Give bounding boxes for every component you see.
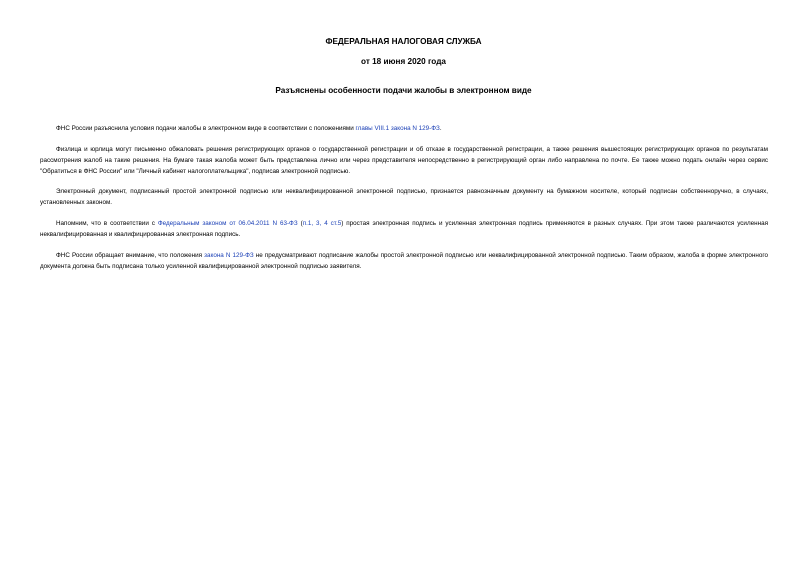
- paragraph-5-text-end: не предусматривают подписание жалобы простой электронной подписью или неквалифицированной электронной подписью. Таким образом, жалоба в форме электронного документа должна быть подписана только усиленной квалифицированной электронной подписью заявителя.: [40, 252, 768, 271]
- paragraph-4-paren: (: [297, 220, 303, 227]
- agency-heading: ФЕДЕРАЛЬНАЯ НАЛОГОВАЯ СЛУЖБА: [325, 37, 482, 46]
- federal-law-63-link[interactable]: Федеральным законом от 06.04.2011 N 63-ФЗ: [157, 220, 298, 227]
- paragraph-1: [40, 123, 768, 134]
- paragraph-2: Физлица и юрлица могут письменно обжаловать решения регистрирующих органов о государственной регистрации и об отказе в государственной регистрации, а также решения вышестоящих регистрирующих органов по результатам рассмотрения жалоб на такие решения. На бумаге такая жалоба может быть представлена лично или через представителя непосредственно в регистрирующий орган либо направлена по почте. Ее также можно подать онлайн через сервис "Обратиться в ФНС России" или "Личный кабинет налогоплательщика", подписав электронной подписью.: [40, 146, 768, 176]
- paragraph-5-text: ФНС России обращает внимание, что положения: [56, 252, 205, 259]
- paragraph-4: [40, 218, 768, 240]
- paragraph-4-text: Напомним, что в соответствии с: [56, 220, 158, 227]
- paragraph-5: [40, 250, 768, 272]
- paragraph-1-text: ФНС России разъяснила условия подачи жалобы в электронном виде в соответствии с положениями: [56, 125, 356, 132]
- paragraph-3: Электронный документ, подписанный простой электронной подписью или неквалифицированной электронной подписью, признается равнозначным документу на бумажном носителе, который подписан собственноручно, в случаях, установленных законом.: [40, 188, 768, 207]
- law-129-chapter-link[interactable]: главы VIII.1 закона N 129-ФЗ: [355, 125, 440, 132]
- law-129-link[interactable]: закона N 129-ФЗ: [204, 252, 254, 259]
- document-title: Разъяснены особенности подачи жалобы в электронном виде: [275, 86, 532, 95]
- document-date: от 18 июня 2020 года: [361, 57, 446, 66]
- paragraph-1-text-end: .: [439, 125, 442, 132]
- paragraph-4-text-end: ) простая электронная подпись и усиленная электронная подпись применяются в разных случаях. При этом также различаются усиленная неквалифицированная и квалифицированная электронная подпись.: [40, 220, 768, 239]
- article-5-link[interactable]: п.1, 3, 4 ст.5: [302, 220, 342, 227]
